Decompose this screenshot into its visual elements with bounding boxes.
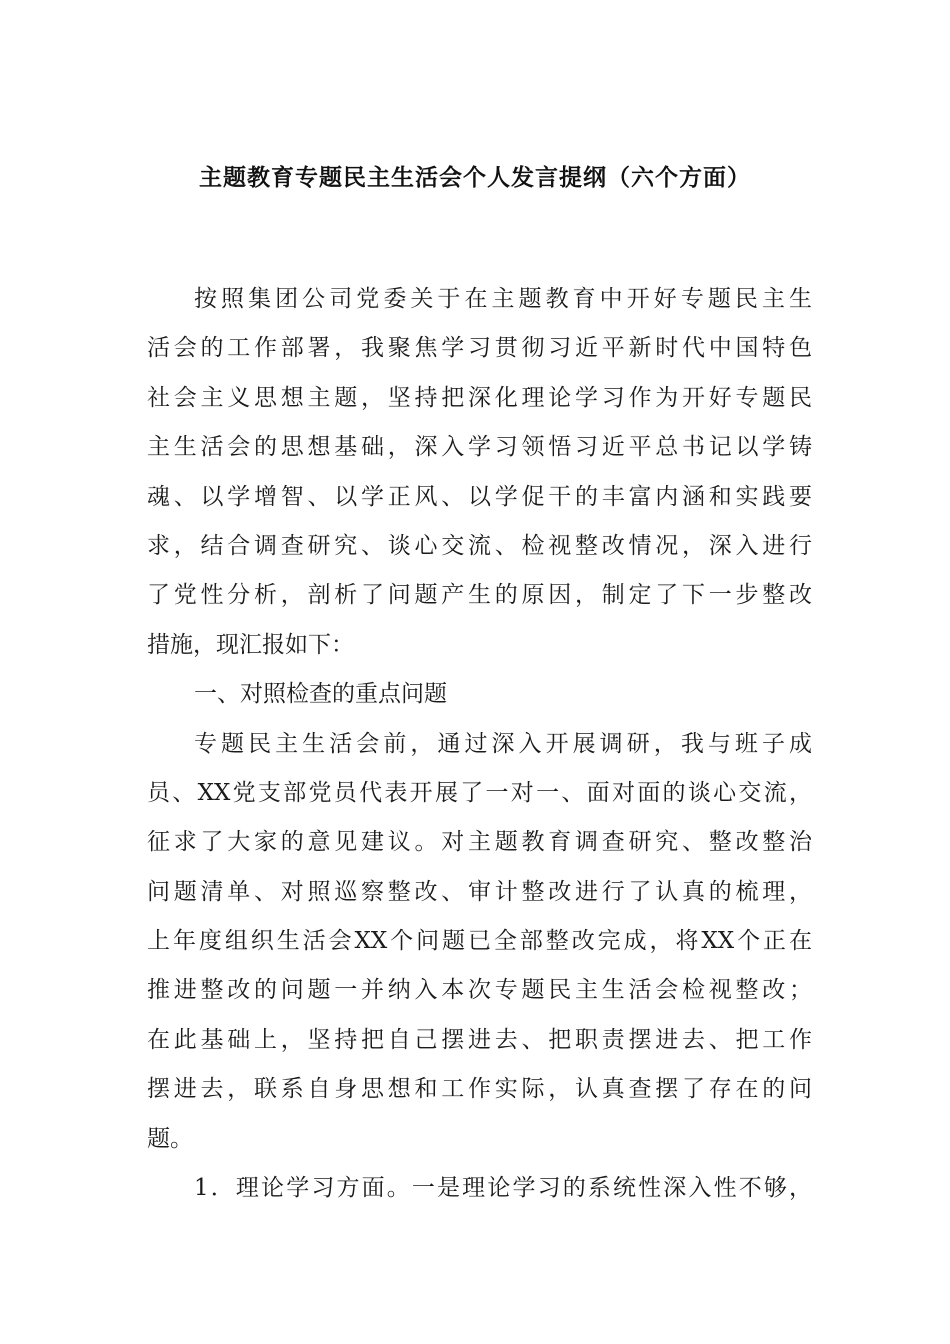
paragraph-line: 专题民主生活会前，通过深入开展调研，我与班子成 bbox=[194, 730, 812, 757]
paragraph-line: 求，结合调查研究、谈心交流、检视整改情况，深入进行 bbox=[147, 532, 812, 559]
paragraph-line: 摆进去，联系自身思想和工作实际，认真查摆了存在的问 bbox=[147, 1076, 812, 1103]
paragraph-line: 了党性分析，剖析了问题产生的原因，制定了下一步整改 bbox=[147, 582, 812, 609]
paragraph-line: 1．理论学习方面。一是理论学习的系统性深入性不够， bbox=[194, 1175, 812, 1202]
document-body bbox=[147, 275, 812, 1213]
paragraph-line: 措施，现汇报如下： bbox=[147, 631, 354, 658]
paragraph-line: 按照集团公司党委关于在主题教育中开好专题民主生 bbox=[194, 286, 812, 312]
paragraph-line: 主生活会的思想基础，深入学习领悟习近平总书记以学铸 bbox=[147, 434, 812, 461]
paragraph-line: 在此基础上，坚持把自己摆进去、把职责摆进去、把工作 bbox=[147, 1026, 812, 1053]
paragraph-line: 活会的工作部署，我聚焦学习贯彻习近平新时代中国特色 bbox=[147, 335, 812, 362]
paragraph-line: 魂、以学增智、以学正风、以学促干的丰富内涵和实践要 bbox=[147, 483, 812, 510]
paragraph-line: 员、XX党支部党员代表开展了一对一、面对面的谈心交流， bbox=[147, 779, 812, 806]
section-heading: 一、对照检查的重点问题 bbox=[194, 681, 447, 708]
paragraph-line: 推进整改的问题一并纳入本次专题民主生活会检视整改； bbox=[147, 977, 812, 1004]
paragraph-line: 社会主义思想主题，坚持把深化理论学习作为开好专题民 bbox=[147, 384, 812, 411]
paragraph-line: 题。 bbox=[147, 1125, 193, 1152]
paragraph-line: 上年度组织生活会XX个问题已全部整改完成，将XX个正在 bbox=[147, 928, 812, 955]
paragraph-line: 问题清单、对照巡察整改、审计整改进行了认真的梳理， bbox=[147, 878, 812, 905]
document-title: 主题教育专题民主生活会个人发言提纲（六个方面） bbox=[199, 164, 751, 191]
paragraph-line: 征求了大家的意见建议。对主题教育调查研究、整改整治 bbox=[147, 829, 812, 856]
